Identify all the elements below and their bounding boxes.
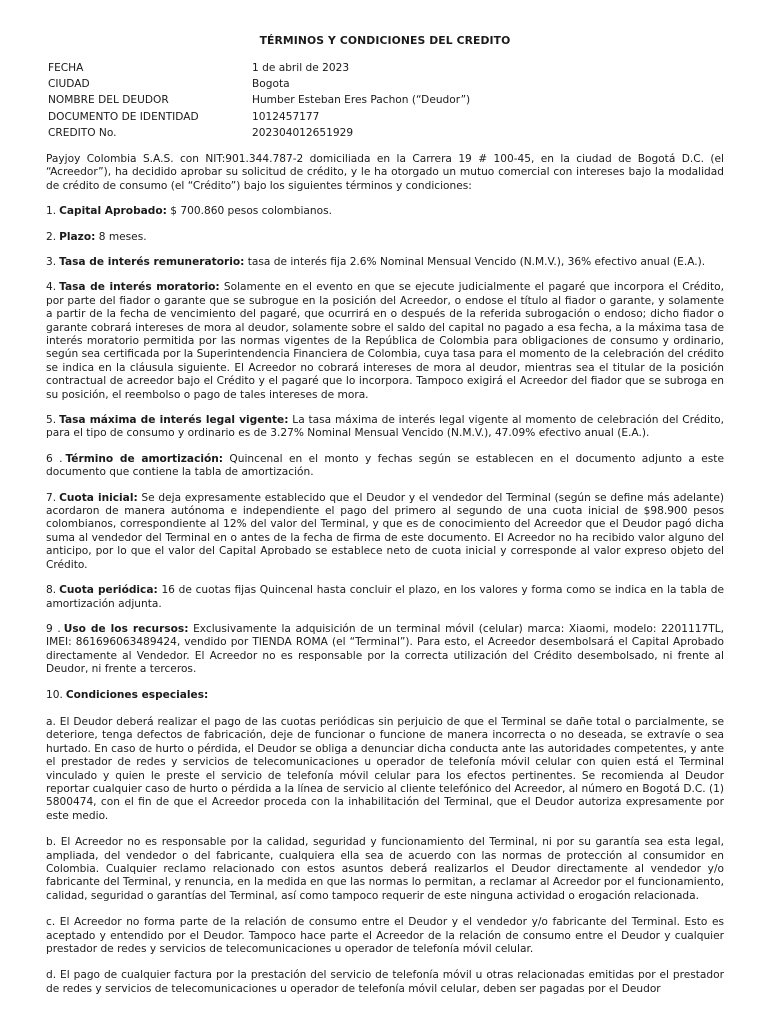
credit-info-table [46, 62, 724, 143]
clause-cuota-inicial [46, 492, 724, 572]
clause-heading: Tasa de interés remuneratorio: [59, 255, 245, 268]
special-condition-a: a. El Deudor deberá realizar el pago de las cuotas periódicas sin perjuicio de que el Terminal se dañe total o parcialmente, se deteriore, tenga defectos de fabricación, deje de funcionar o funcione de manera incorrecta o no deseada, se extravíe o sea hurtado. En caso de hurto o pérdida, el Deudor se obliga a denunciar dicha conducta ante las autoridades competentes, y ante el prestador de redes y servicios de telecomunicaciones u operador de telefonía móvil celular con quien está el Terminal vinculado y quien le preste el servicio de telefonía móvil celular para los efectos pertinentes. Se recomienda al Deudor reportar cualquier caso de hurto o pérdida a la línea de servicio al cliente telefónico del Acreedor, al número en Bogotá D.C. (1) 5800474, con el fin de que el Acreedor proceda con la inhabilitación del Terminal, que el Deudor autoriza expresamente por este medio. [46, 715, 724, 822]
info-label: CREDITO No. [48, 126, 117, 139]
clause-cuota-periodica [46, 584, 724, 611]
info-row-nombre-deudor [46, 94, 724, 110]
clause-uso-recursos [46, 623, 724, 677]
clause-plazo [46, 231, 724, 244]
intro-paragraph: Payjoy Colombia S.A.S. con NIT:901.344.787-2 domiciliada en la Carrera 19 # 100-45, en la ciudad de Bogotá D.C. (el “Acreedor”), ha decidido aprobar su solicitud de crédito, y le ha otorgado un mutuo comercial con intereses bajo la modalidad de crédito de consumo (el “Crédito”) bajo los siguientes términos y condiciones: [46, 152, 724, 192]
clause-text: tasa de interés fija 2.6% Nominal Mensual Vencido (N.M.V.), 36% efectivo anual (E.A.). [244, 255, 706, 268]
clause-number: 9 . [46, 622, 61, 635]
info-row-documento [46, 111, 724, 127]
document-title: TÉRMINOS Y CONDICIONES DEL CREDITO [259, 34, 511, 47]
info-value: 202304012651929 [252, 126, 354, 139]
clause-heading: Término de amortización: [65, 452, 224, 465]
clause-number: 7. [46, 491, 57, 504]
info-row-credito [46, 127, 724, 143]
special-condition-d: d. El pago de cualquier factura por la prestación del servicio de telefonía móvil u otras relacionadas emitidas por el prestador de redes y servicios de telecomunicaciones u operador de telefonía móvil celular, deben ser pagadas por el Deudor [46, 969, 724, 995]
clause-tasa-moratorio [46, 281, 724, 402]
clause-heading: Cuota periódica: [59, 584, 158, 597]
clause-text: Se deja expresamente establecido que el Deudor y el vendedor del Terminal (según se define más adelante) acordaron de manera autónoma e independiente el pago del primero al segundo de una cuota inicial de $98.900 pesos colombianos, correspondiente al 12% del valor del Terminal, y que es de conocimiento del Acreedor que el Deudor pagó dicha suma al vendedor del Terminal en o antes de la fecha de firma de este documento. El Acreedor no ha recibido valor alguno del anticipo, por lo que el valor del Capital Aprobado se establece neto de cuota inicial y corresponde al valor expreso objeto del Crédito. [46, 491, 724, 571]
clause-heading: Condiciones especiales: [65, 688, 209, 701]
clause-number: 1. [46, 205, 57, 218]
special-condition-c: c. El Acreedor no forma parte de la relación de consumo entre el Deudor y el vendedor y/o fabricante del Terminal. Esto es aceptado y entendido por el Deudor. Tampoco hace parte el Acreedor de la relación de consumo entre el Deudor y cualquier prestador de redes y servicios de telecomunicaciones u operador de telefonía móvil celular. [46, 916, 724, 956]
clause-text: 8 meses. [95, 230, 147, 243]
info-label: FECHA [48, 62, 84, 74]
clause-tasa-remuneratorio [46, 256, 724, 269]
clause-number: 5. [46, 414, 57, 427]
info-value: 1012457177 [252, 110, 320, 123]
clause-number: 6 . [46, 452, 63, 465]
clause-heading: Capital Aprobado: [59, 205, 167, 218]
clause-heading: Cuota inicial: [59, 491, 138, 504]
clause-text: La tasa máxima de interés legal vigente al momento de celebración del Crédito, para el tipo de consumo y ordinario es de 3.27% Nominal Mensual Vencido (N.M.V.), 47.09% efectivo anual (E.A.). [46, 414, 724, 440]
clause-capital-aprobado [46, 205, 724, 218]
special-condition-b: b. El Acreedor no es responsable por la calidad, seguridad y funcionamiento del Terminal, ni por su garantía sea esta legal, ampliada, del vendedor o del fabricante, cualquiera ella sea de acuerdo con las normas de protección al consumidor en Colombia. Cualquier reclamo relacionado con estos asuntos deberá realizarlos el Deudor directamente al vendedor y/o fabricante del Terminal, y renuncia, en la medida en que las normas lo permitan, a reclamar al Acreedor por el funcionamiento, calidad, seguridad o garantías del Terminal, así como tampoco requerir de este ninguna actividad o erogación relacionada. [46, 836, 724, 902]
clause-text: Solamente en el evento en que se ejecute judicialmente el pagaré que incorpora el Crédito, por parte del fiador o garante que se subrogue en la posición del Acreedor, o endose el título al fiador o garante, y solamente a partir de la fecha de vencimiento del pagaré, que ocurrirá en o después de la referida subrogación o endoso; dicho fiador o garante cobrará intereses de mora al deudor, solamente sobre el saldo del capital no pagado a esa fecha, a la máxima tasa de interés moratorio permitida por las normas vigentes de la República de Colombia para obligaciones de consumo y ordinario, según sea certificada por la Superintendencia Financiera de Colombia, cuya tasa para el momento de la celebración del crédito se indica en la cláusula siguiente. El Acreedor no cobrará intereses de mora al deudor, mientras sea el titular de la posición contractual de acreedor bajo el Crédito y el pagaré que lo incorpora. Tampoco exigirá el Acreedor del fiador que se subroga en su posición, el reembolso o pago de tales intereses de mora. [46, 281, 724, 401]
clause-heading: Plazo: [59, 230, 96, 243]
clause-heading: Tasa máxima de interés legal vigente: [59, 414, 289, 427]
info-value: Bogota [252, 78, 290, 91]
clause-condiciones-especiales [46, 689, 724, 702]
info-value: Humber Esteban Eres Pachon (“Deudor”) [252, 94, 471, 107]
clause-text: 16 de cuotas fijas Quincenal hasta concluir el plazo, en los valores y forma como se indica en la tabla de amortización adjunta. [46, 584, 724, 610]
clause-text: $ 700.860 pesos colombianos. [166, 205, 332, 218]
clause-text: Exclusivamente la adquisición de un terminal móvil (celular) marca: Xiaomi, modelo: 2201117TL, IMEI: 861696063489424, vendido por TIENDA ROMA (el “Terminal”). Para esto, el Acreedor desembolsará el Capital Aprobado directamente al Vendedor. El Acreedor no es responsable por la correcta utilización del Crédito desembolsado, ni frente al Deudor, ni frente a terceros. [46, 622, 724, 676]
document-page [46, 0, 724, 996]
info-label: NOMBRE DEL DEUDOR [48, 94, 169, 107]
clause-heading: Tasa de interés moratorio: [59, 281, 220, 294]
clause-number: 4. [46, 281, 57, 294]
info-value: 1 de abril de 2023 [252, 62, 350, 74]
clause-text: Quincenal en el monto y fechas según se establecen en el documento adjunto a este documento que contiene la tabla de amortización. [46, 452, 724, 479]
clause-number: 10. [46, 688, 63, 701]
info-row-fecha [46, 62, 724, 78]
info-label: DOCUMENTO DE IDENTIDAD [48, 110, 199, 123]
clause-heading: Uso de los recursos: [63, 622, 189, 635]
clause-number: 3. [46, 255, 57, 268]
clause-termino-amortizacion [46, 453, 724, 480]
clause-number: 8. [46, 584, 57, 597]
info-row-ciudad [46, 78, 724, 94]
clause-number: 2. [46, 230, 57, 243]
info-label: CIUDAD [48, 78, 90, 91]
clause-tasa-maxima [46, 414, 724, 441]
